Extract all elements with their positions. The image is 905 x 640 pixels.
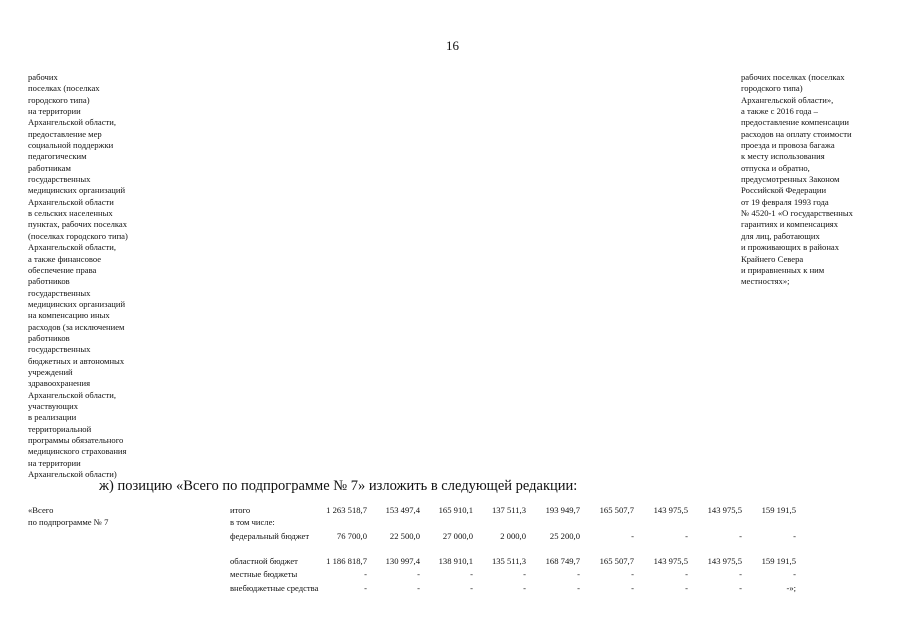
table-cell: 168 749,7	[545, 556, 580, 566]
table-cell: 2 000,0	[500, 531, 526, 541]
table-cell: -	[417, 583, 420, 593]
right-column-line: предоставление компенсации	[741, 117, 850, 128]
table-cell: 143 975,5	[653, 505, 688, 515]
table-cell: 143 975,5	[653, 556, 688, 566]
table-cell: -	[417, 569, 420, 579]
table-cell: -	[364, 583, 367, 593]
right-column-line: рабочих поселках (поселках	[741, 72, 845, 82]
right-column-line: а также с 2016 года –	[741, 106, 818, 117]
table-cell: 143 975,5	[707, 505, 742, 515]
left-column-line: Архангельской области)	[28, 469, 117, 480]
left-column-line: медицинского страхования	[28, 446, 127, 457]
right-column-line: отпуска и обратно,	[741, 162, 810, 173]
table-cell: -	[631, 569, 634, 579]
left-column-line: педагогическим	[28, 151, 87, 162]
left-column-line: территориальной	[28, 423, 92, 434]
left-column-line: учреждений	[28, 366, 73, 377]
table-cell: -	[793, 569, 796, 579]
table-cell: 143 975,5	[707, 556, 742, 566]
table-cell: 159 191,5	[761, 556, 796, 566]
table-cell: 130 997,4	[385, 556, 420, 566]
table-cell: 193 949,7	[545, 505, 580, 515]
table-cell: 22 500,0	[389, 531, 420, 541]
left-column-line: а также финансовое	[28, 253, 102, 264]
table-cell: -	[739, 569, 742, 579]
table-row-label: итого	[230, 505, 251, 515]
table-cell: -	[685, 569, 688, 579]
table-name-line: «Всего	[28, 505, 54, 515]
left-column-line: (поселках городского типа)	[28, 230, 128, 241]
left-column-line: городского типа)	[28, 94, 90, 105]
table-cell: -	[685, 531, 688, 541]
table-cell: -	[631, 583, 634, 593]
left-column-line: предоставление мер	[28, 128, 102, 139]
right-column-line: от 19 февраля 1993 года	[741, 196, 829, 207]
right-column-line: для лиц, работающих	[741, 230, 820, 241]
left-column-line: бюджетных и автономных	[28, 355, 125, 366]
table-cell: -	[470, 569, 473, 579]
right-column-line: проезда и провоза багажа	[741, 140, 835, 151]
table-cell: -	[577, 583, 580, 593]
table-cell: 165 910,1	[438, 505, 473, 515]
table-cell: 1 186 818,7	[326, 556, 367, 566]
table-cell: 27 000,0	[442, 531, 473, 541]
left-column-line: в сельских населенных	[28, 208, 113, 219]
left-column-line: Архангельской области,	[28, 117, 117, 128]
left-column-line: участвующих	[28, 400, 78, 411]
left-column-line: Архангельской области	[28, 196, 114, 207]
left-column-line: обеспечение права	[28, 264, 97, 275]
left-column-line: работников	[28, 276, 70, 287]
right-column-line: Российской Федерации	[741, 185, 827, 196]
table-cell: -	[577, 569, 580, 579]
right-column-text	[741, 72, 891, 288]
left-column-line: пунктах, рабочих поселках	[28, 219, 128, 230]
page-number: 16	[446, 38, 459, 53]
left-column-line: здравоохранения	[28, 378, 91, 389]
table-cell: -	[631, 531, 634, 541]
table-name-line: по подпрограмме № 7	[28, 517, 109, 527]
right-column-line: и проживающих в районах	[741, 242, 840, 253]
table-cell: -	[793, 531, 796, 541]
right-column-line: к месту использования	[741, 151, 825, 162]
left-column-line: государственных	[28, 174, 91, 185]
table-row-label: в том числе:	[230, 517, 275, 527]
left-column-line: на территории	[28, 457, 81, 468]
left-column-line: Архангельской области,	[28, 389, 117, 400]
right-column-line: местностях»;	[741, 276, 790, 287]
table-cell: -	[364, 569, 367, 579]
left-column-text	[28, 72, 178, 480]
left-column-line: медицинских организаций	[28, 298, 126, 309]
table-cell: -	[739, 583, 742, 593]
table-cell: -	[523, 569, 526, 579]
table-row-label: местные бюджеты	[230, 569, 298, 579]
right-column-line: Крайнего Севера	[741, 253, 804, 264]
table-cell: -	[685, 583, 688, 593]
table-cell: -»;	[786, 583, 796, 593]
table-cell: 138 910,1	[438, 556, 473, 566]
left-column-line: работникам	[28, 162, 71, 173]
table-row-label: областной бюджет	[230, 556, 298, 566]
left-column-line: государственных	[28, 287, 91, 298]
table-cell: 1 263 518,7	[326, 505, 367, 515]
right-column-line: Архангельской области»,	[741, 94, 834, 105]
right-column-line: предусмотренных Законом	[741, 174, 840, 185]
left-column-line: на территории	[28, 106, 81, 117]
table-row-label: внебюджетные средства	[230, 583, 319, 593]
table-cell: 159 191,5	[761, 505, 796, 515]
left-column-line: государственных	[28, 344, 91, 355]
left-column-line: рабочих	[28, 72, 58, 82]
left-column-line: работников	[28, 332, 70, 343]
left-column-line: медицинских организаций	[28, 185, 126, 196]
left-column-line: на компенсацию иных	[28, 310, 110, 321]
left-column-line: программы обязательного	[28, 435, 124, 445]
right-column-line: расходов на оплату стоимости	[741, 128, 852, 139]
right-column-line: № 4520-1 «О государственных	[741, 208, 853, 219]
table-cell: 165 507,7	[599, 556, 634, 566]
table-cell: -	[739, 531, 742, 541]
right-column-line: и приравненных к ним	[741, 264, 825, 275]
table-cell: 165 507,7	[599, 505, 634, 515]
table-row-label: федеральный бюджет	[230, 531, 310, 541]
left-column-line: в реализации	[28, 412, 77, 423]
table-cell: 137 511,3	[491, 505, 526, 515]
table-cell: 135 511,3	[491, 556, 526, 566]
left-column-line: Архангельской области,	[28, 242, 117, 253]
left-column-line: поселках (поселках	[28, 83, 100, 94]
table-cell: 25 200,0	[549, 531, 580, 541]
right-column-line: гарантиях и компенсациях	[741, 219, 839, 230]
right-column-line: городского типа)	[741, 83, 803, 94]
left-column-line: социальной поддержки	[28, 140, 114, 151]
left-column-line: расходов (за исключением	[28, 321, 125, 332]
table-cell: 76 700,0	[336, 531, 367, 541]
table-cell: -	[470, 583, 473, 593]
table-cell: -	[523, 583, 526, 593]
table-cell: 153 497,4	[385, 505, 420, 515]
section-heading: ж) позицию «Всего по подпрограмме № 7» изложить в следующей редакции:	[99, 478, 578, 494]
